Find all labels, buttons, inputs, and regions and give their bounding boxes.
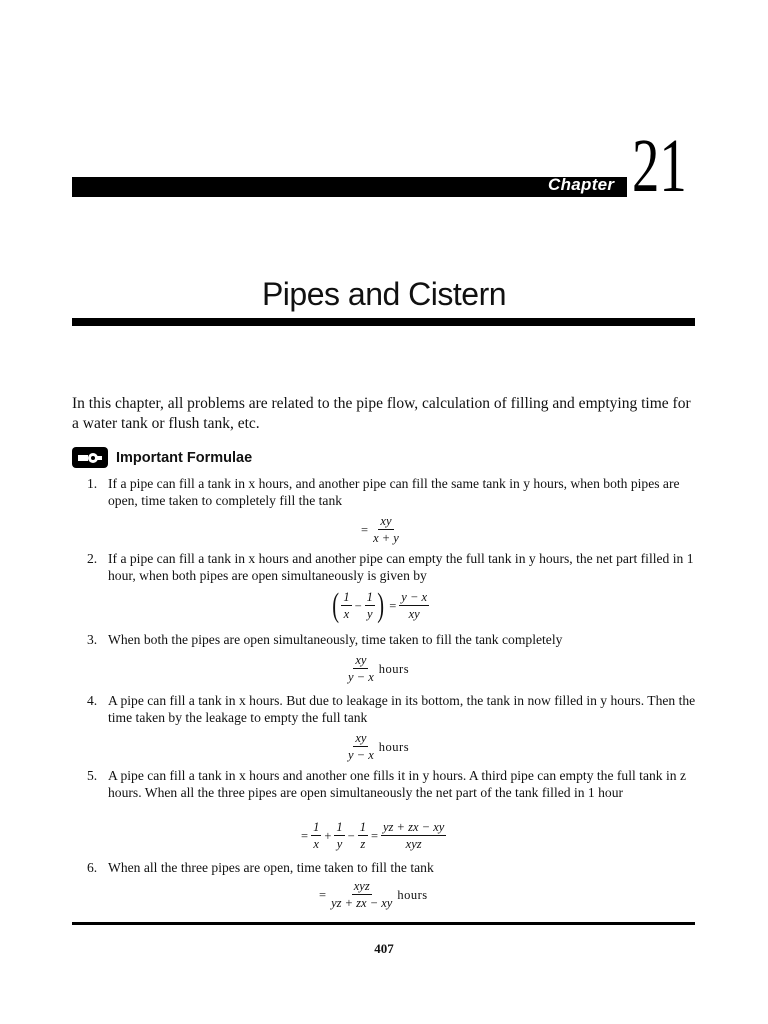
numerator: xy <box>380 514 392 528</box>
denominator: y − x <box>348 670 374 684</box>
numerator: 1 <box>366 590 373 604</box>
formula-2 <box>330 587 429 624</box>
formula-4 <box>346 732 409 762</box>
list-item <box>87 551 697 584</box>
denominator: x <box>313 837 319 851</box>
denominator: y <box>366 607 373 621</box>
equals-sign: = <box>301 828 309 843</box>
numerator: 1 <box>336 820 343 834</box>
fraction <box>311 821 321 851</box>
right-paren: ) <box>377 587 384 624</box>
fraction <box>346 732 376 762</box>
page-title: Pipes and Cistern <box>261 276 507 312</box>
list-item <box>87 768 697 801</box>
equals-sign: = <box>319 887 327 902</box>
list-item <box>87 693 697 726</box>
item-text: When both the pipes are open simultaneously, time taken to fill the tank completely <box>108 632 563 647</box>
list-item <box>87 476 697 509</box>
item-text: A pipe can fill a tank in x hours. But due to leakage in its bottom, the tank in now filled in y hours. Then the time taken by the leakage to empty the full tank <box>108 693 696 725</box>
denominator: xy <box>408 607 420 621</box>
denominator: z <box>360 837 366 851</box>
numerator: 1 <box>313 820 320 834</box>
denominator: x <box>343 607 350 621</box>
equals-sign: = <box>389 598 397 613</box>
chapter-bar <box>72 177 627 197</box>
fraction <box>365 591 375 621</box>
section-heading <box>72 447 252 468</box>
item-text: If a pipe can fill a tank in x hours, and another pipe can fill the same tank in y hours, when both pipes are open, time taken to completely fill the tank <box>108 476 680 508</box>
formula-6 <box>316 880 428 910</box>
pipe-icon <box>72 447 108 468</box>
unit-label: hours <box>378 661 410 676</box>
section-heading-text: Important Formulae <box>116 449 253 466</box>
denominator: y − x <box>348 748 374 762</box>
formula-3 <box>346 654 409 684</box>
item-number: 5. <box>87 768 98 783</box>
item-number: 3. <box>87 632 98 647</box>
fraction <box>381 821 446 851</box>
denominator: yz + zx − xy <box>331 896 393 910</box>
numerator: 1 <box>343 590 350 604</box>
list-item <box>87 860 697 877</box>
item-number: 2. <box>87 551 98 566</box>
list-item <box>87 632 697 649</box>
unit-label: hours <box>378 739 410 754</box>
numerator: xy <box>355 731 367 745</box>
footer-rule <box>72 922 695 925</box>
item-text: When all the three pipes are open, time taken to fill the tank <box>108 860 434 875</box>
item-text: A pipe can fill a tank in x hours and another one fills it in y hours. A third pipe can empty the full tank in z hours. When all the three pipes are open simultaneously the net part of the tank filled in 1 hour <box>108 768 686 800</box>
numerator: xyz <box>353 879 370 893</box>
item-number: 6. <box>87 860 98 875</box>
chapter-label: Chapter <box>548 175 615 194</box>
intro-paragraph: In this chapter, all problems are related to the pipe flow, calculation of filling and emptying time for a water tank or flush tank, etc. <box>72 395 691 432</box>
minus-sign: − <box>347 828 355 843</box>
denominator: x + y <box>373 531 399 545</box>
equals-sign: = <box>361 522 369 537</box>
formula-1 <box>358 515 401 545</box>
denominator: xyz <box>405 837 422 851</box>
page-number: 407 <box>374 941 394 956</box>
chapter-number: 21 <box>632 124 687 208</box>
unit-label: hours <box>397 887 428 902</box>
fraction <box>341 591 351 621</box>
numerator: yz + zx − xy <box>383 820 445 834</box>
fraction <box>399 591 429 621</box>
fraction <box>329 880 394 910</box>
item-text: If a pipe can fill a tank in x hours and another pipe can empty the full tank in y hours, the net part filled in 1 hour, when both pipes are open simultaneously is given by <box>108 551 694 583</box>
fraction <box>371 515 401 545</box>
left-paren: ( <box>332 587 340 624</box>
item-number: 4. <box>87 693 98 708</box>
plus-sign: + <box>324 828 332 843</box>
minus-sign: − <box>354 598 362 613</box>
item-number: 1. <box>87 476 98 491</box>
fraction <box>346 654 376 684</box>
equals-sign: = <box>370 828 378 843</box>
denominator: y <box>336 837 343 851</box>
fraction <box>334 821 344 851</box>
numerator: xy <box>355 653 367 667</box>
numerator: 1 <box>359 820 366 834</box>
numerator: y − x <box>401 590 428 604</box>
formula-5 <box>298 821 446 851</box>
fraction <box>358 821 368 851</box>
title-rule <box>72 318 695 326</box>
